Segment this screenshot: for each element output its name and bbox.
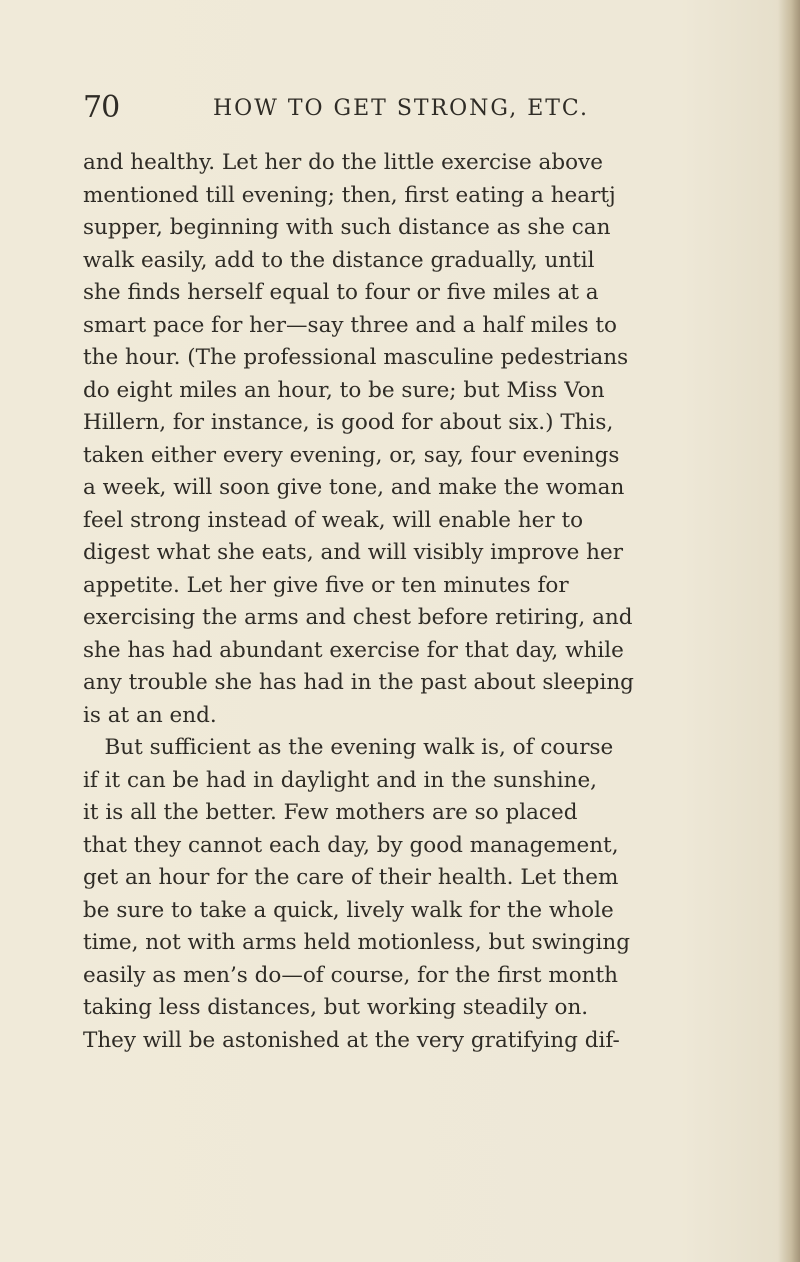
text-line: be sure to take a quick, lively walk for the whole xyxy=(83,897,614,923)
text-line: appetite. Let her give five or ten minutes for xyxy=(83,572,569,598)
text-line: she finds herself equal to four or five miles at a xyxy=(83,280,599,305)
page-number: 70 xyxy=(83,90,120,125)
text-line: any trouble she has had in the past about sleeping xyxy=(83,670,634,695)
text-line: the hour. (The professional masculine pedestrians xyxy=(83,345,629,370)
body-text xyxy=(83,147,723,1057)
text-line: if it can be had in daylight and in the sunshine, xyxy=(83,767,598,793)
text-line: she has had abundant exercise for that day, while xyxy=(83,637,624,663)
page-gutter-shadow xyxy=(778,0,800,1262)
text-line: it is all the better. Few mothers are so placed xyxy=(83,800,578,825)
text-line: digest what she eats, and will visibly improve her xyxy=(83,540,623,565)
text-line: smart pace for her—say three and a half miles to xyxy=(83,312,617,338)
text-line: easily as men’s do—of course, for the first month xyxy=(83,962,618,988)
text-line: is at an end. xyxy=(83,702,217,728)
text-line: But sufficient as the evening walk is, of course xyxy=(83,735,614,760)
text-line: walk easily, add to the distance gradually, until xyxy=(83,247,595,273)
text-line: taking less distances, but working steadily on. xyxy=(83,995,589,1020)
text-line: do eight miles an hour, to be sure; but Miss Von xyxy=(83,377,605,403)
text-line: get an hour for the care of their health. Let them xyxy=(83,865,619,890)
running-title: HOW TO GET STRONG, ETC. xyxy=(213,96,589,121)
text-line: feel strong instead of weak, will enable her to xyxy=(83,507,584,533)
text-line: Hillern, for instance, is good for about six.) This, xyxy=(83,410,614,435)
page-header xyxy=(83,88,703,128)
text-line: that they cannot each day, by good management, xyxy=(83,832,619,858)
text-line: supper, beginning with such distance as she can xyxy=(83,215,611,240)
text-line: a week, will soon give tone, and make the woman xyxy=(83,475,625,500)
text-line: and healthy. Let her do the little exercise above xyxy=(83,150,603,175)
text-line: time, not with arms held motionless, but swinging xyxy=(83,930,631,955)
text-line: exercising the arms and chest before retiring, and xyxy=(83,605,633,630)
text-line: taken either every evening, or, say, four evenings xyxy=(83,442,620,468)
text-line: They will be astonished at the very gratifying dif- xyxy=(83,1027,620,1053)
text-line: mentioned till evening; then, first eating a heartj xyxy=(83,182,616,208)
